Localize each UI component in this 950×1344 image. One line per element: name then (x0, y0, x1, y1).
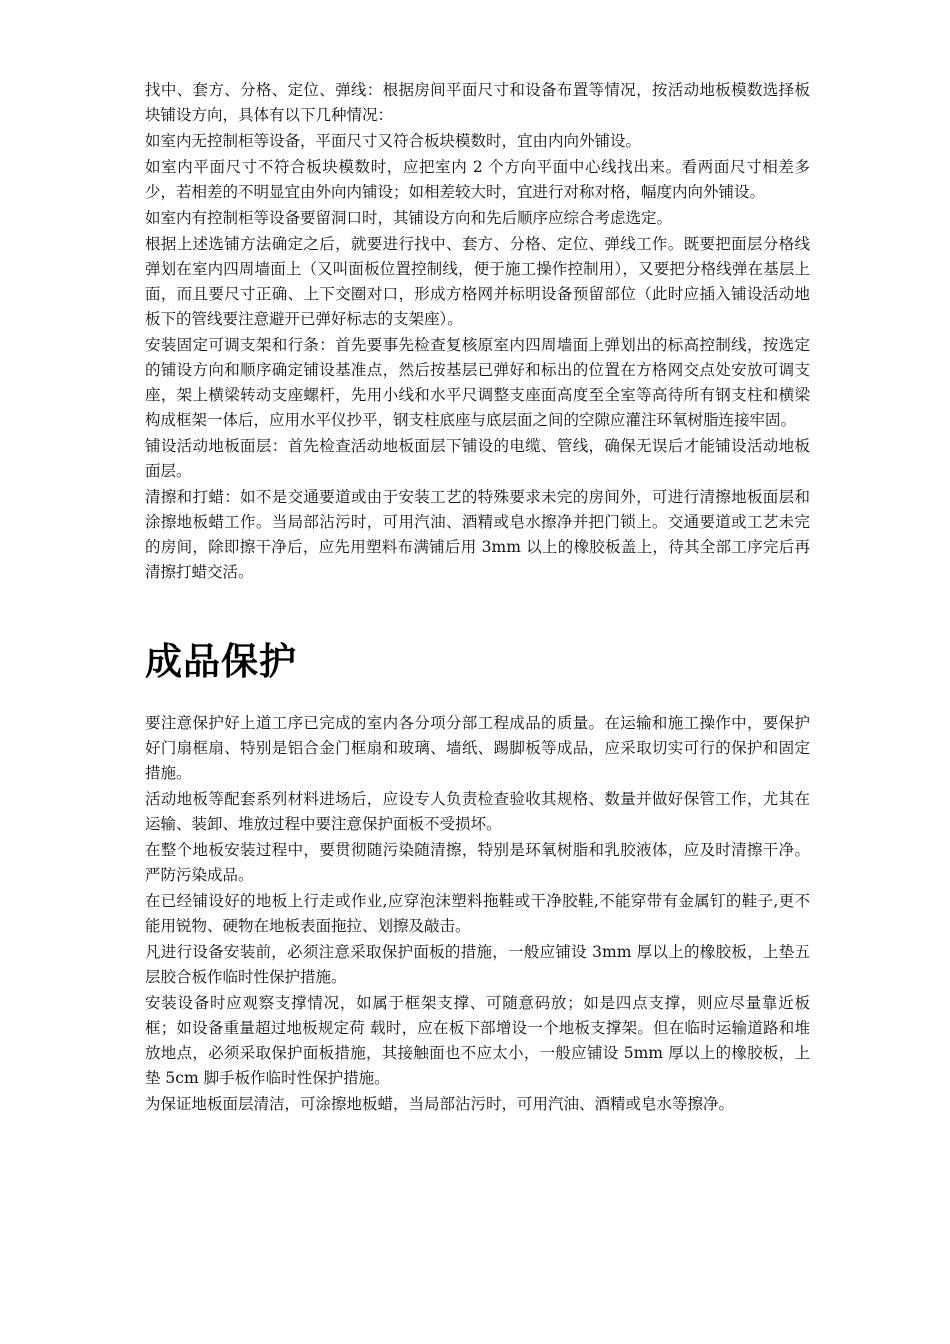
section-heading-product-protection: 成品保护 (145, 640, 297, 683)
paragraph-equipment-support: 安装设备时应观察支撑情况，如属于框架支撑、可随意码放；如是四点支撑，则应尽量靠近板框；如设备重量超过地板规定荷 载时，应在板下部增设一个地板支撑架。但在临时运输道路和堆放地点，必须采取保护面板措施，其接触面也不应太小，一般应铺设 5mm 厚以上的橡胶板，上垫 5cm 脚手板作临时性保护措施。 (145, 994, 810, 1087)
paragraph-non-modular-case: 如室内平面尺寸不符合板块模数时，应把室内 2 个方向平面中心线找出来。看两面尺寸相差多少，若相差的不明显宜由外向内铺设；如相差较大时，宜进行对称对格，幅度内向外铺设。 (145, 158, 810, 201)
paragraph-cabinet-openings-case: 如室内有控制柜等设备要留洞口时，其铺设方向和先后顺序应综合考虑选定。 (145, 209, 673, 227)
paragraph-line-marking: 根据上述选铺方法确定之后，就要进行找中、套方、分格、定位、弹线工作。既要把面层分格线弹划在室内四周墙面上（又叫面板位置控制线，便于施工操作控制用），又要把分格线弹在基层上面，而且要尺寸正确、上下交圈对口，形成方格网并标明设备预留部位（此时应插入铺设活动地板下的管线要注意避开已弹好标志的支架座）。 (145, 235, 810, 328)
paragraph-cleaning-waxing: 清擦和打蜡：如不是交通要道或由于安装工艺的特殊要求未完的房间外，可进行清擦地板面层和涂擦地板蜡工作。当局部沾污时，可用汽油、酒精或皂水擦净并把门锁上。交通要道或工艺未完的房间，除即擦干净后，应先用塑料布满铺后用 3mm 以上的橡胶板盖上，待其全部工序完后再清擦打蜡交活。 (145, 488, 810, 581)
paragraph-layout-procedure: 找中、套方、分格、定位、弹线：根据房间平面尺寸和设备布置等情况，按活动地板模数选择板块铺设方向，具体有以下几种情况： (145, 81, 810, 124)
paragraph-panel-laying: 铺设活动地板面层：首先检查活动地板面层下铺设的电缆、管线，确保无误后才能铺设活动地板面层。 (145, 437, 810, 480)
paragraph-no-cabinet-case: 如室内无控制柜等设备，平面尺寸又符合板块模数时，宜由内向外铺设。 (145, 132, 642, 150)
paragraph-equipment-protection: 凡进行设备安装前，必须注意采取保护面板的措施，一般应铺设 3mm 厚以上的橡胶板，上垫五层胶合板作临时性保护措施。 (145, 943, 810, 986)
paragraph-surface-cleaning: 为保证地板面层清洁，可涂擦地板蜡，当局部沾污时，可用汽油、酒精或皂水等擦净。 (145, 1095, 735, 1113)
paragraph-clean-as-you-go: 在整个地板安装过程中，要贯彻随污染随清擦，特别是环氧树脂和乳胶液体，应及时清擦干净。严防污染成品。 (145, 841, 810, 884)
paragraph-material-inspection: 活动地板等配套系列材料进场后，应设专人负责检查验收其规格、数量并做好保管工作，尤其在运输、装卸、堆放过程中要注意保护面板不受损坏。 (145, 790, 810, 833)
paragraph-footwear-rules: 在已经铺设好的地板上行走或作业,应穿泡沫塑料拖鞋或干净胶鞋,不能穿带有金属钉的鞋子,更不能用锐物、硬物在地板表面拖拉、划擦及敲击。 (145, 892, 810, 935)
paragraph-protect-finished-work: 要注意保护好上道工序已完成的室内各分项分部工程成品的质量。在运输和施工操作中，要保护好门扇框扇、特别是铝合金门框扇和玻璃、墙纸、踢脚板等成品，应采取切实可行的保护和固定措施。 (145, 714, 810, 782)
document-body (145, 78, 810, 1118)
paragraph-support-installation: 安装固定可调支架和行条：首先要事先检查复核原室内四周墙面上弹划出的标高控制线，按选定的铺设方向和顺序确定铺设基准点，然后按基层已弹好和标出的位置在方格网交点处安放可调支座，架上横梁转动支座螺杆，先用小线和水平尺调整支座面高度至全室等高待所有钢支柱和横梁构成框架一体后，应用水平仪抄平，钢支柱底座与底层面之间的空隙应灌注环氧树脂连接牢固。 (145, 336, 810, 429)
